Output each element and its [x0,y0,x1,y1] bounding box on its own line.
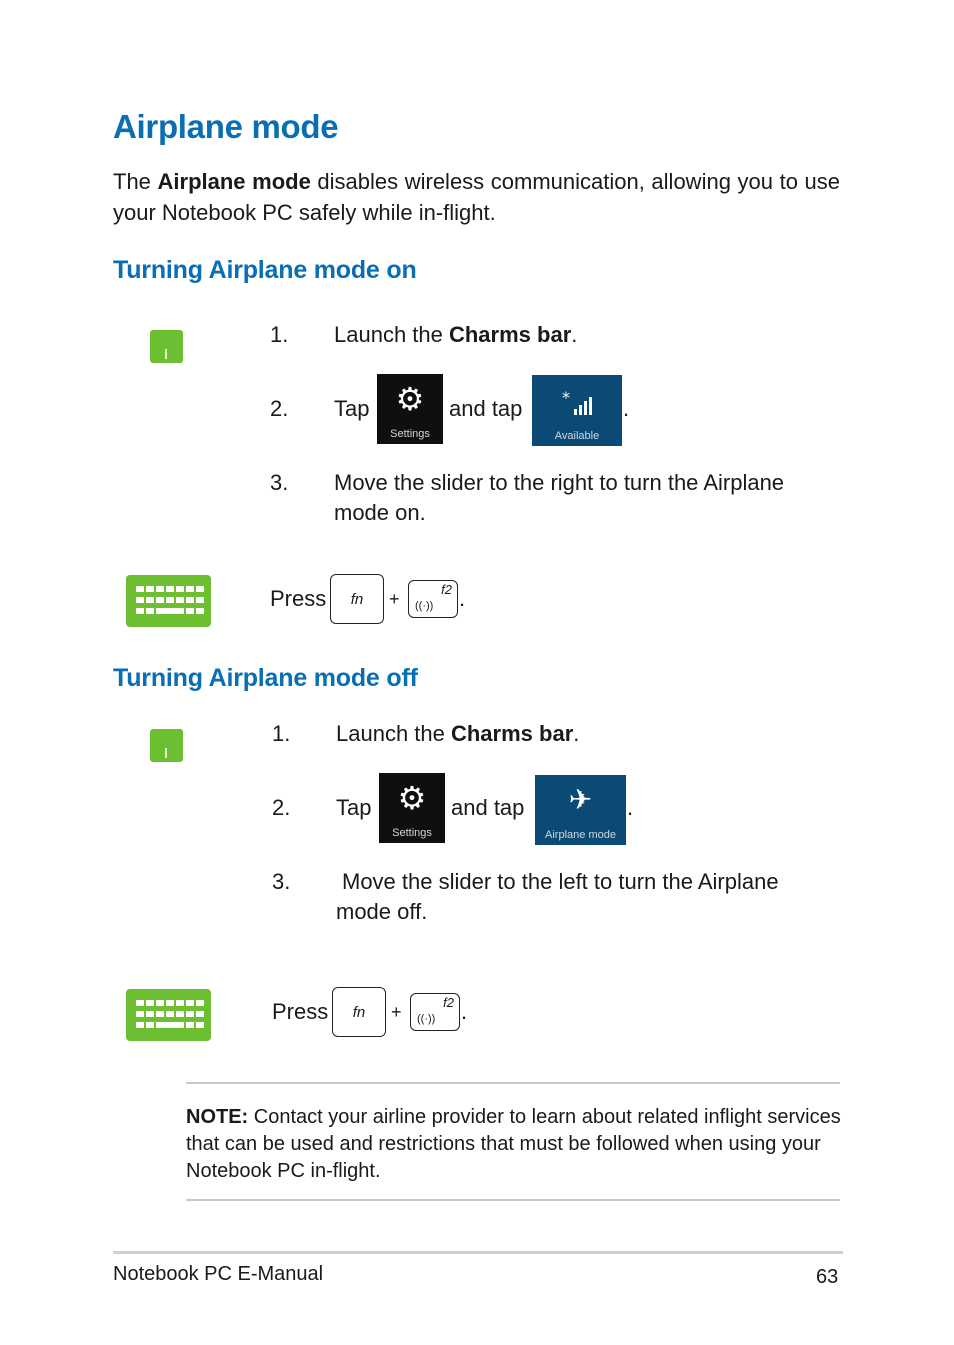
fn-key-label: fn [352,1004,366,1021]
tile-label: Airplane mode [545,829,616,841]
note-text: Contact your airline provider to learn about related inflight services that can be used and restrictions that must be followed when using your Notebook PC in-flight. [186,1106,841,1182]
press-label: Press [270,586,327,611]
step-number: 3. [270,470,289,495]
press-label: Press [272,999,329,1024]
step-number: 1. [272,721,291,746]
press-end: . [459,586,466,611]
step-number: 2. [270,396,289,421]
f2-key-label: f2 [441,582,452,597]
step-post: . [573,721,580,746]
step-text [334,320,577,350]
step-pre: Launch the [334,322,449,347]
touch-gesture-icon [150,330,183,363]
step-and-tap-text: and tap [449,396,523,421]
step-bold: Charms bar [448,322,572,347]
footer-rule [113,1251,843,1254]
plus-sign: + [391,1002,402,1022]
intro-pre: The [113,169,158,194]
wireless-icon: ((·)) [417,1013,436,1025]
keyboard-icon [126,989,211,1041]
step-tap-text: Tap [336,795,372,820]
gear-icon: ⚙ [397,780,427,816]
press-end: . [461,999,468,1024]
tile-label: Settings [392,827,432,839]
step-bold: Charms bar [450,721,574,746]
fn-key [330,574,384,624]
step-end: . [627,795,634,820]
settings-tile [377,374,443,444]
gear-icon: ⚙ [395,381,425,417]
fn-key-label: fn [350,591,364,608]
note-label: NOTE: [186,1106,249,1128]
f2-key [410,993,460,1031]
intro-post: disables wireless communication, allowing you to use your Notebook PC safely while in-flight. [113,169,840,225]
page-title: Airplane mode [113,108,339,145]
section-heading-on: Turning Airplane mode on [113,256,417,284]
intro-bold: Airplane mode [157,169,311,194]
step-number: 3. [272,869,291,894]
step-text: Move the slider to the right to turn the Airplane mode on. [334,470,785,525]
step-end: . [623,396,630,421]
tile-label: Available [554,430,600,442]
footer-manual-title: Notebook PC E-Manual [113,1263,324,1285]
settings-tile [379,773,445,843]
note [186,1104,846,1185]
fn-key [332,987,386,1037]
section-heading-off: Turning Airplane mode off [113,664,418,692]
available-tile [532,375,622,446]
step-text: Move the slider to the left to turn the Airplane mode off. [336,869,779,924]
step-number: 2. [272,795,291,820]
f2-key-label: f2 [443,995,454,1010]
svg-text:*: * [562,389,570,407]
airplane-mode-tile [535,775,626,845]
note-bottom-rule [186,1199,840,1201]
airplane-icon: ✈ [568,784,593,815]
step-and-tap-text: and tap [451,795,525,820]
step-post: . [571,322,578,347]
intro-paragraph [113,166,840,228]
page-number: 63 [816,1266,839,1288]
step-pre: Launch the [336,721,451,746]
step-text [336,719,579,749]
keyboard-icon [126,575,211,627]
wireless-signal-icon [562,389,596,417]
step-tap-text: Tap [334,396,370,421]
step-number: 1. [270,322,289,347]
f2-key [408,580,458,618]
note-top-rule [186,1082,840,1084]
wireless-icon: ((·)) [415,600,434,612]
plus-sign: + [389,589,400,609]
tile-label: Settings [390,428,430,440]
touch-gesture-icon [150,729,183,762]
